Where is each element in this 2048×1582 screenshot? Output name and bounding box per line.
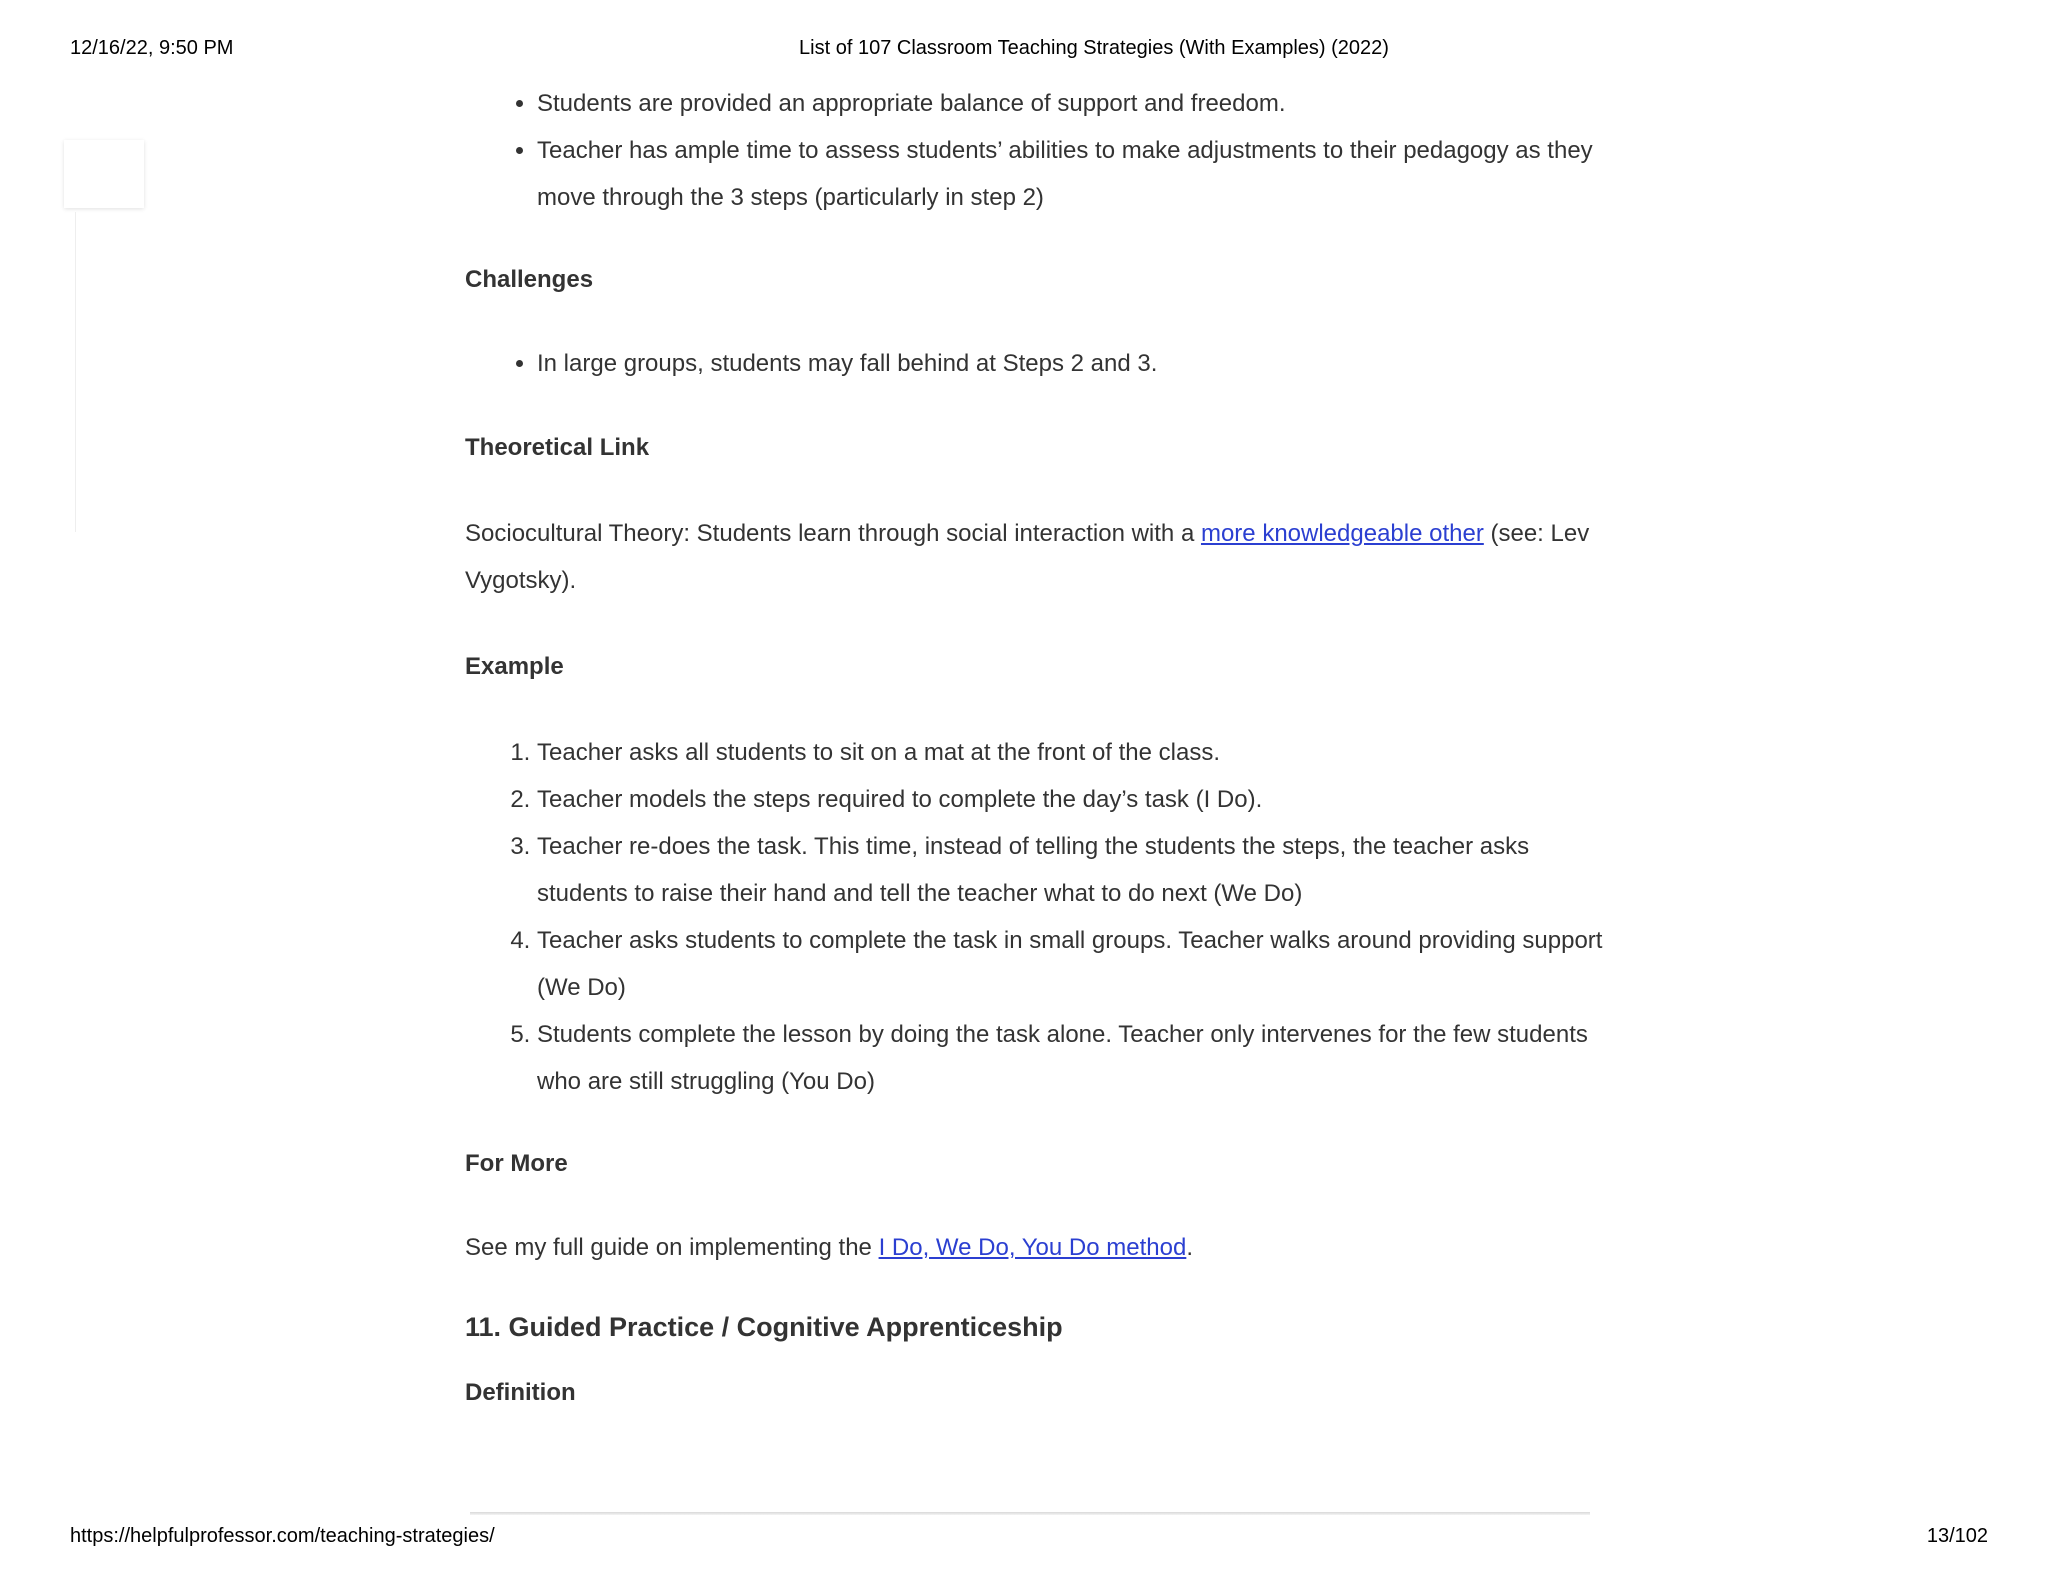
- challenges-heading: Challenges: [465, 266, 594, 293]
- section-11-title: 11. Guided Practice / Cognitive Apprenticeship: [465, 1312, 1063, 1342]
- article-content: [465, 80, 1605, 1416]
- list-item: 5. Students complete the lesson by doing the task alone. Teacher only intervenes for the few students who are still struggling (You Do): [537, 1011, 1605, 1105]
- definition-heading: Definition: [465, 1379, 576, 1406]
- print-page-number: 13/102: [1926, 1525, 1988, 1547]
- content-bottom-divider: [470, 1512, 1590, 1515]
- side-divider: [75, 212, 76, 532]
- theoretical-link-text-after: (see: Lev Vygotsky).: [465, 520, 1590, 594]
- list-item: 4. Teacher asks students to complete the task in small groups. Teacher walks around providing support (We Do): [537, 917, 1605, 1011]
- more-knowledgeable-other-link[interactable]: more knowledgeable other: [1200, 520, 1484, 547]
- side-share-widget: [64, 140, 144, 208]
- list-item: • Students are provided an appropriate balance of support and freedom.: [537, 80, 1605, 127]
- print-url: https://helpfulprofessor.com/teaching-strategies/: [70, 1525, 495, 1547]
- list-item: • Teacher has ample time to assess students’ abilities to make adjustments to their pedagogy as they move through the 3 steps (particularly in step 2): [537, 127, 1605, 221]
- theoretical-link-paragraph: [465, 510, 1605, 604]
- list-item: 1. Teacher asks all students to sit on a mat at the front of the class.: [537, 729, 1605, 776]
- benefits-list: [465, 80, 1605, 221]
- print-footer: [0, 1525, 2048, 1551]
- theoretical-link-text: Sociocultural Theory: Students learn through social interaction with a: [465, 520, 1201, 547]
- for-more-paragraph: [465, 1224, 1605, 1271]
- for-more-heading: For More: [465, 1150, 568, 1177]
- list-item: 3. Teacher re-does the task. This time, instead of telling the students the steps, the teacher asks students to raise their hand and tell the teacher what to do next (We Do): [537, 823, 1605, 917]
- example-list: [465, 729, 1605, 1105]
- challenges-list: [465, 340, 1605, 387]
- theoretical-link-heading: Theoretical Link: [465, 434, 650, 461]
- example-heading: Example: [465, 653, 564, 680]
- list-item: 2. Teacher models the steps required to complete the day’s task (I Do).: [537, 776, 1605, 823]
- print-header: [0, 37, 2048, 63]
- print-datetime: 12/16/22, 9:50 PM: [70, 37, 234, 59]
- i-do-we-do-you-do-link[interactable]: I Do, We Do, You Do method: [878, 1234, 1187, 1261]
- print-page-title: List of 107 Classroom Teaching Strategies (With Examples) (2022): [799, 37, 1389, 59]
- for-more-text-after: .: [1186, 1234, 1193, 1261]
- for-more-text: See my full guide on implementing the: [465, 1234, 879, 1261]
- list-item: • In large groups, students may fall behind at Steps 2 and 3.: [537, 340, 1605, 387]
